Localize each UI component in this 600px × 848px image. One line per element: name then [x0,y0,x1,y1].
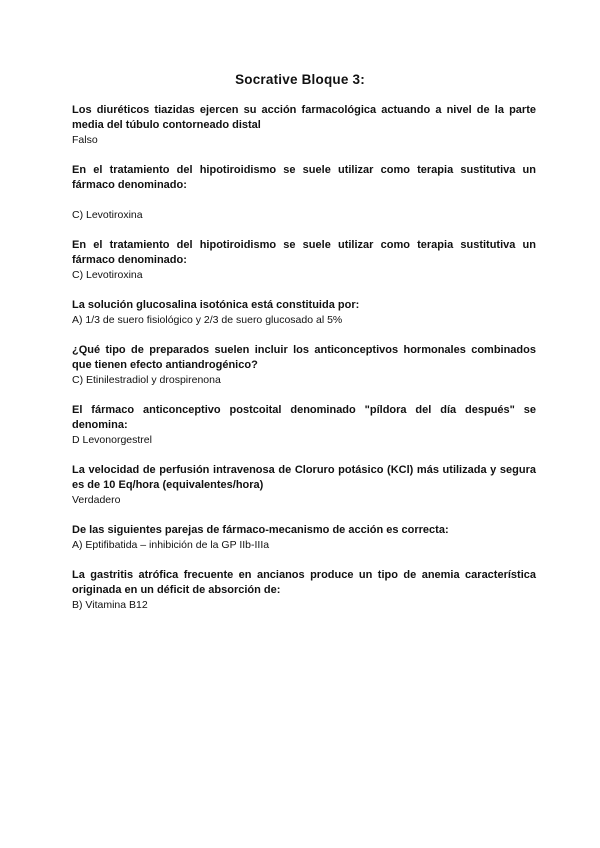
question-list [72,103,536,613]
spacer [72,283,536,298]
question-text: La gastritis atrófica frecuente en ancianos produce un tipo de anemia característica originada en un déficit de absorción de: [72,569,536,596]
question-text: De las siguientes parejas de fármaco-mecanismo de acción es correcta: [72,524,449,536]
question-text: El fármaco anticonceptivo postcoital denominado "píldora del día después" se denomina: [72,404,536,431]
qa-item [72,103,536,148]
answer-text: A) Eptifibatida – inhibición de la GP IIb-IIIa [72,539,270,551]
qa-item [72,238,536,283]
qa-item [72,523,536,553]
answer-text: Verdadero [72,494,121,506]
answer-text: A) 1/3 de suero fisiológico y 2/3 de suero glucosado al 5% [72,314,343,326]
answer-text: C) Etinilestradiol y drospirenona [72,374,221,386]
qa-item [72,403,536,448]
document-title: Socrative Bloque 3: [235,72,365,87]
spacer [72,193,536,208]
question-text: En el tratamiento del hipotiroidismo se suele utilizar como terapia sustitutiva un fármaco denominado: [72,164,536,191]
qa-item [72,163,536,223]
spacer [72,553,536,568]
spacer [72,448,536,463]
qa-item [72,298,536,328]
answer-text: C) Levotiroxina [72,209,143,221]
question-text: Los diuréticos tiazidas ejercen su acción farmacológica actuando a nivel de la parte media del túbulo contorneado distal [72,104,536,131]
answer-text: C) Levotiroxina [72,269,143,281]
question-text: La solución glucosalina isotónica está constituida por: [72,299,360,311]
answer-text: B) Vitamina B12 [72,599,148,611]
qa-item [72,343,536,388]
spacer [72,508,536,523]
spacer [72,388,536,403]
question-text: La velocidad de perfusión intravenosa de Cloruro potásico (KCl) más utilizada y segura es de 10 Eq/hora (equivalentes/hora) [72,464,536,491]
question-text: En el tratamiento del hipotiroidismo se suele utilizar como terapia sustitutiva un fármaco denominado: [72,239,536,266]
answer-text: Falso [72,134,98,146]
qa-item [72,463,536,508]
question-text: ¿Qué tipo de preparados suelen incluir los anticonceptivos hormonales combinados que tienen efecto antiandrogénico? [72,344,536,371]
spacer [72,328,536,343]
spacer [72,223,536,238]
answer-text: D Levonorgestrel [72,434,152,446]
qa-item [72,568,536,613]
spacer [72,148,536,163]
